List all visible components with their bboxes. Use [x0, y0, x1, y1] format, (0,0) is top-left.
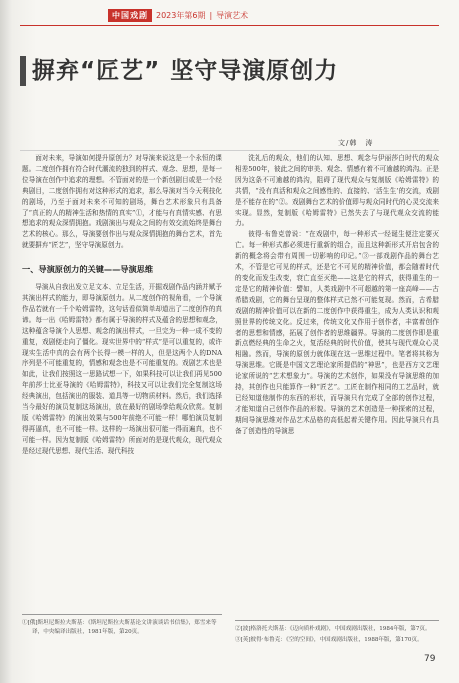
- footnote: ①[俄]斯坦尼斯拉夫斯基：《斯坦尼斯拉夫斯基论文讲演谈话书信集》，郑雪来等译，中央编译出版社，1981年版，第20页。: [22, 620, 217, 635]
- footnote: ③[英]彼得·布鲁克：《空的空间》，中国戏剧出版社，1988年版，第170页。: [235, 637, 423, 643]
- title-part-1: 摒弃“匠艺”: [32, 58, 161, 84]
- body-paragraph: 洗礼后的观众，他们的认知、思想、观念与伊丽莎白时代的观众相差500年，彼此之间的审美、观念、情感有着不可逾越的鸿沟。正是因为这条不可逾越的鸿沟，阻碍了现代观众与复制版《哈姆雷特》的共情，“没有真活和观众之间感性的、直接的、‘活生生’的交流，戏剧是不能存在的”②。戏剧舞台艺术的价值即与观众同时代的心灵交流来实现。显然，复制版《哈姆雷特》已然失去了与现代观众交流的能力。: [235, 154, 439, 228]
- column-name: 导演艺术: [216, 10, 249, 20]
- title-part-2: 坚守导演原创力: [170, 58, 339, 84]
- header-rule: [20, 25, 439, 26]
- intro-paragraph: 面对未来，导演如何提升原创力？对导演来说这是一个永恒的课题。二度创作拥有符合时代潮流的独到的样式、观念、思想，是每一位导演在创作中追求的理想。不管面对的是一个新创剧目或是一个经典剧目，二度创作拥有对这种形式的追求，那么导演对当今天利技化的剧场，乃至于面对未来不可知的剧场，舞台艺术形象只有具备了“真正的人的精神生活和热情的真实”①，才能与有真情实感、有思想追求的观众深情拥抱。戏剧演出与观众之间的有效交流始终是舞台艺术的核心。那么，导演要创作出与观众深情拥抱的舞台艺术，首先就要摒弃“匠艺”，坚守导演原创力。: [22, 154, 222, 250]
- byline-rule: [20, 150, 439, 151]
- journal-header: [108, 8, 248, 22]
- body-paragraph: 彼得·布鲁克曾说：“在戏剧中，每一种形式一经诞生便注定要灭亡。每一种形式都必须进行重新的组合，而且这种新形式开启包含的新的概念将会带有周围一切影响的印记。”③一部戏剧作品的舞台艺术，不管是它可见的样式，还是它不可见的精神价值，都会随着时代的变化而发生改变，衰亡直至灭绝——这是它的样式，获得重生的一定是它的精神价值：譬如，人类戏剧中不可超越的第一座高峰——古希腊戏剧，它的舞台呈现的整体样式已然不可能复现。然而，古希腊戏剧的精神价值可以在新的二度创作中获得重生，成为人类认识和观照世界的传统文化。反过来，传统文化又作用于创作者，丰富着创作者的思想和情感，拓展了创作者的思维疆界。导演的二度创作即是重新点燃经典的生命之火，复活经典的时代价值，使其与现代观众心灵相融。然而，导演的原创力就体现在这一思维过程中。笔者将其称为导演思维。它既是中国文艺理论家所提倡的“神思”，也是西方文艺理论家所说的“艺术想象力”。导演的艺术创作，如果没有导演思维的加持，其创作也只能算作一种“匠艺”。工匠在制作相同的工艺品时，就已经知道他制作的东西的形状，而导演只有完成了全部的创作过程，才能知道自己创作作品的形貌。导演的艺术创造是一种探索的过程，期间导演思维对作品艺术品格的高低起着关键作用。因此导演只有具备了创造性的导演思: [235, 230, 439, 435]
- header-separator: |: [209, 10, 213, 20]
- issue-label: 2023年第6期: [156, 10, 206, 20]
- section-paragraph: 导演从自我出发立足文本、立足生活，开掘戏剧作品内涵并赋予其演出样式的能力，即导演原创力。从二度创作的视角看，一个导演作品若就有一千个哈姆雷特，这句话看似简单却道出了二度创作的真谛。每一出《哈姆雷特》都有属于导演的样式及蕴含的思想和观念，这种蕴含导演个人思想、观念的演出样式，一旦完为一种一成不变的重复，戏剧便走向了僵化。现实世界中的“样式”是可以重复的，或许现实生活中真的会有两个长得一模一样的人，但是这两个人的DNA序列是不可能重复的，情感和观念也是不可能重复的。戏剧艺术也是如此，让我们按照这一思路试想一下，如果科技可以让我们再见500年前莎士比亚导演的《哈姆雷特》，科技又可以让我们完全复制这场经典演出，包括演出的服装、道具等一切物质材料。然后，我们选择当今最好的演员复制这场演出，放在最好的剧场拳给观众欣赏。复制版《哈姆雷特》的演出效果与500年前绝不可能一样！哪怕演员复制得再逼真，也不可能一样。这样的一场演出很可能一得而遍真，也不可能一样。因为复制版《哈姆雷特》所面对的是现代观众，现代观众是经过现代思想、现代生活、现代科技: [22, 283, 222, 455]
- footnotes-right: [235, 620, 439, 647]
- journal-logo: 中国戏剧: [108, 9, 152, 22]
- page-number: 79: [424, 654, 436, 664]
- page-gutter-shadow: [0, 0, 12, 683]
- footnotes-left: [22, 614, 222, 639]
- author-byline: 文/韩 涛: [338, 139, 374, 147]
- body-column-left: [22, 153, 222, 457]
- body-column-right: [235, 153, 439, 437]
- title-accent-bar: [20, 56, 26, 86]
- section-heading: 一、导演原创力的关键——导演思维: [22, 264, 154, 275]
- footnote: ②[波]格洛托夫斯基：《迈向质朴戏剧》，中国戏剧出版社，1984年版，第7页。: [235, 626, 431, 632]
- article-title: [32, 52, 338, 85]
